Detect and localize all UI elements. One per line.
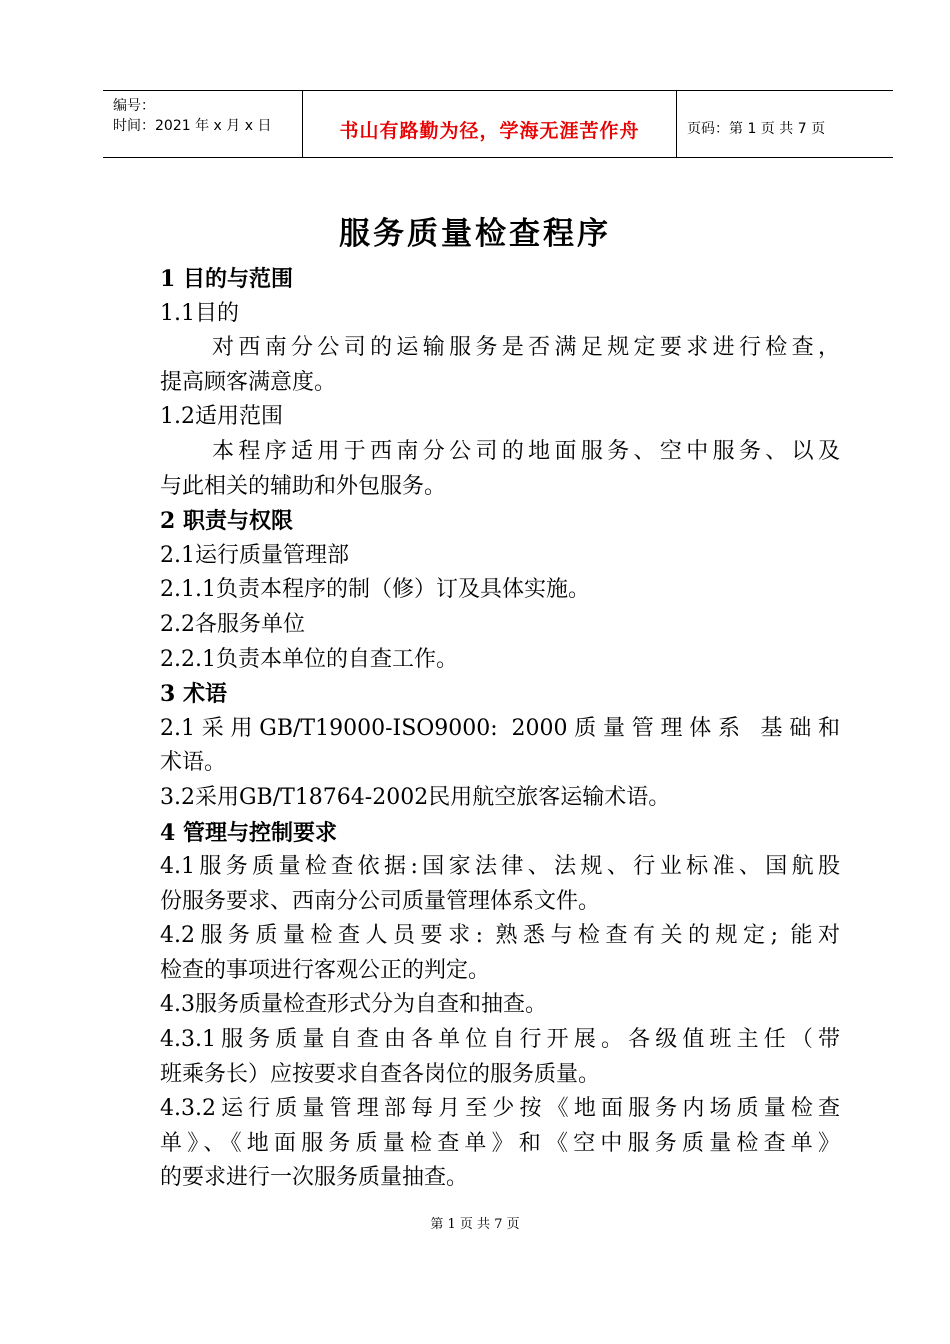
body-line: 对西南分公司的运输服务是否满足规定要求进行检查，	[212, 335, 840, 361]
section-heading: 4 管理与控制要求	[160, 819, 337, 846]
body-line: 检查的事项进行客观公正的判定。	[160, 957, 491, 983]
body-line: 4.2服务质量检查人员要求: 熟悉与检查有关的规定; 能对	[160, 923, 840, 949]
body-line: 本程序适用于西南分公司的地面服务、空中服务、以及	[212, 438, 840, 464]
body-line: 2.2各服务单位	[160, 611, 305, 637]
header-page-cell	[677, 91, 893, 157]
body-line: 1.2适用范围	[160, 404, 283, 430]
header-page-info: 页码：第 1 页 共 7 页	[687, 121, 826, 137]
body-line: 2.1运行质量管理部	[160, 542, 349, 568]
header-motto-cell	[303, 91, 677, 157]
body-line: 术语。	[160, 750, 227, 776]
document-number-label: 编号：	[113, 98, 155, 114]
body-line: 提高顾客满意度。	[160, 369, 337, 395]
body-line: 与此相关的辅助和外包服务。	[160, 473, 447, 499]
body-line: 3.2采用GB/T18764-2002民用航空旅客运输术语。	[160, 784, 671, 810]
body-line: 份服务要求、西南分公司质量管理体系文件。	[160, 888, 601, 914]
body-line: 2.1.1负责本程序的制（修）订及具体实施。	[160, 577, 590, 603]
body-line: 单》、《地面服务质量检查单》和《空中服务质量检查单》	[160, 1130, 840, 1156]
section-heading: 3 术语	[160, 681, 227, 708]
body-line: 4.3服务质量检查形式分为自查和抽查。	[160, 992, 547, 1018]
document-time-label: 时间：2021 年 x 月 x 日	[113, 118, 272, 134]
body-line: 4.3.1服务质量自查由各单位自行开展。各级值班主任（带	[160, 1027, 840, 1053]
section-heading: 2 职责与权限	[160, 508, 293, 535]
document-body	[160, 262, 840, 1196]
body-line: 4.1服务质量检查依据:国家法律、法规、行业标准、国航股	[160, 854, 840, 880]
body-line: 2.2.1负责本单位的自查工作。	[160, 646, 458, 672]
section-heading: 1 目的与范围	[160, 266, 293, 292]
page-header	[103, 90, 893, 158]
header-motto: 书山有路勤为径，学海无涯苦作舟	[339, 120, 640, 142]
header-meta-cell	[103, 91, 303, 157]
document-title: 服务质量检查程序	[339, 216, 611, 252]
body-line: 2.1采用GB/T19000-ISO9000: 2000质量管理体系 基础和	[160, 715, 840, 741]
body-line: 的要求进行一次服务质量抽查。	[160, 1165, 469, 1191]
body-line: 班乘务长）应按要求自查各岗位的服务质量。	[160, 1061, 601, 1087]
body-line: 4.3.2运行质量管理部每月至少按《地面服务内场质量检查	[160, 1096, 840, 1122]
body-line: 1.1目的	[160, 300, 239, 326]
page-footer: 第 1 页 共 7 页	[430, 1217, 520, 1232]
